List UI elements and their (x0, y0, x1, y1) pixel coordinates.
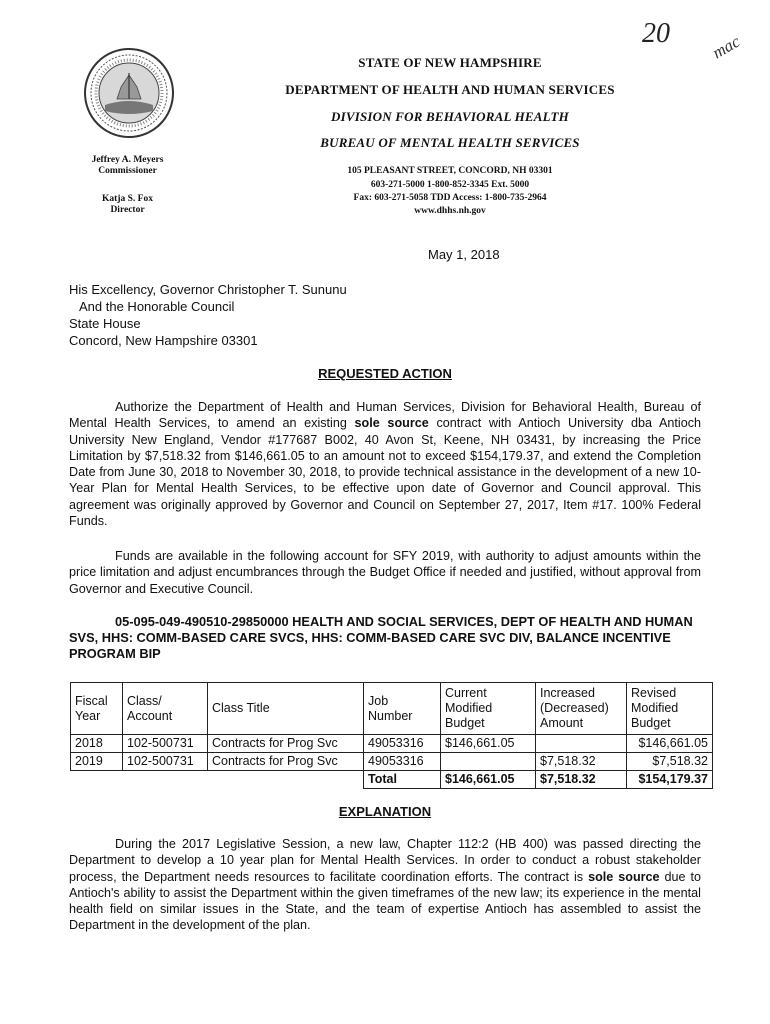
cell-current (441, 753, 536, 771)
recipient-line1: His Excellency, Governor Christopher T. Sununu (69, 282, 347, 297)
requested-action-paragraph (69, 399, 701, 529)
col-increase: Increased (Decreased) Amount (536, 683, 627, 735)
p1-text-a: Authorize the Department of Health and Human Services, Division for Behavioral Health, Bureau of Mental Health Services, to amend an existing (69, 400, 701, 431)
requested-action-heading: REQUESTED ACTION (318, 366, 452, 381)
cell-year: 2018 (71, 735, 123, 753)
p1-text-b: contract with Antioch University dba Antioch University New England, Vendor #177687 B002, 40 Avon St, Keene, NH 03431, by increasing the Price Limitation by $7,518.32 from $146,661.05 to an amount not to exceed $154,179.37, and extend the Completion Date from June 30, 2018 to November 30, 2018, to provide technical assistance in the development of a new 10-Year Plan for Mental Health Services, to be effective upon date of Governor and Council approval. This agreement was originally approved by Governor and Council on September 27, 2017, Item #17. 100% Federal Funds. (69, 416, 701, 529)
cell-revised: $146,661.05 (627, 735, 713, 753)
handwritten-mark (640, 12, 765, 62)
total-revised: $154,179.37 (627, 771, 713, 789)
funds-paragraph: Funds are available in the following account for SFY 2019, with authority to adjust amounts within the price limitation and adjust encumbrances through the Budget Office if needed and justified, without approval from Governor and Executive Council. (69, 549, 701, 596)
director-title: Director (110, 205, 145, 215)
cell-account: 102-500731 (123, 753, 208, 771)
cell-year: 2019 (71, 753, 123, 771)
header-fax: Fax: 603-271-5058 TDD Access: 1-800-735-2964 (353, 193, 547, 203)
col-class-account: Class/ Account (123, 683, 208, 735)
letter-date: May 1, 2018 (428, 247, 500, 262)
header-department: DEPARTMENT OF HEALTH AND HUMAN SERVICES (285, 82, 615, 97)
col-job-number: Job Number (364, 683, 441, 735)
exp-sole-source: sole source (588, 869, 660, 884)
header-state: STATE OF NEW HAMPSHIRE (358, 55, 542, 70)
total-label: Total (364, 771, 441, 789)
handwritten-number: 20 (642, 18, 670, 49)
recipient-address (69, 281, 347, 349)
header-address: 105 PLEASANT STREET, CONCORD, NH 03301 (347, 166, 553, 176)
budget-table (70, 682, 713, 789)
header-phone: 603-271-5000 1-800-852-3345 Ext. 5000 (370, 180, 530, 190)
cell-account: 102-500731 (123, 735, 208, 753)
header-web: www.dhhs.nh.gov (414, 206, 486, 216)
handwritten-note: mac (709, 31, 744, 62)
cell-increase (536, 735, 627, 753)
exp-text-b: due to Antioch's ability to assist the Department within the given timeframes of the new law; its experience in the mental health field on similar issues in the State, and the team of expertise Antioch has assembled to assist the Department in the development of the plan. (69, 869, 701, 933)
recipient-line2: And the Honorable Council (79, 299, 235, 314)
cell-job: 49053316 (364, 735, 441, 753)
col-class-title: Class Title (208, 683, 364, 735)
explanation-paragraph (69, 836, 701, 934)
cell-increase: $7,518.32 (536, 753, 627, 771)
table-row (71, 735, 713, 753)
director-name: Katja S. Fox (102, 194, 153, 204)
director-block (60, 194, 195, 216)
commissioner-title: Commissioner (98, 166, 157, 176)
exp-text-a: During the 2017 Legislative Session, a new law, Chapter 112:2 (HB 400) was passed directing the Department to develop a 10 year plan for Mental Health Services. In order to conduct a robust stakeholder process, the Department needs resources to facilitate coordination efforts. The contract is (69, 837, 701, 884)
total-increase: $7,518.32 (536, 771, 627, 789)
explanation-heading: EXPLANATION (338, 804, 432, 819)
state-seal-icon (83, 47, 175, 139)
recipient-line4: Concord, New Hampshire 03301 (69, 333, 258, 348)
header-division: DIVISION FOR BEHAVIORAL HEALTH (330, 109, 569, 124)
cell-revised: $7,518.32 (627, 753, 713, 771)
total-current: $146,661.05 (441, 771, 536, 789)
cell-title: Contracts for Prog Svc (208, 753, 364, 771)
commissioner-name: Jeffrey A. Meyers (91, 155, 164, 165)
table-total-row (71, 771, 713, 789)
cell-current: $146,661.05 (441, 735, 536, 753)
table-row (71, 753, 713, 771)
account-line: 05-095-049-490510-29850000 HEALTH AND SOCIAL SERVICES, DEPT OF HEALTH AND HUMAN SVS, HHS: COMM-BASED CARE SVCS, HHS: COMM-BASED CARE SVC DIV, BALANCE INCENTIVE PROGRAM BIP (69, 614, 693, 661)
col-fiscal-year: Fiscal Year (71, 683, 123, 735)
col-revised-budget: Revised Modified Budget (627, 683, 713, 735)
commissioner-block (60, 155, 195, 177)
cell-job: 49053316 (364, 753, 441, 771)
cell-title: Contracts for Prog Svc (208, 735, 364, 753)
p1-sole-source: sole source (354, 416, 429, 431)
header-bureau: BUREAU OF MENTAL HEALTH SERVICES (320, 135, 580, 150)
recipient-line3: State House (69, 316, 141, 331)
col-current-budget: Current Modified Budget (441, 683, 536, 735)
table-header-row (71, 683, 713, 735)
